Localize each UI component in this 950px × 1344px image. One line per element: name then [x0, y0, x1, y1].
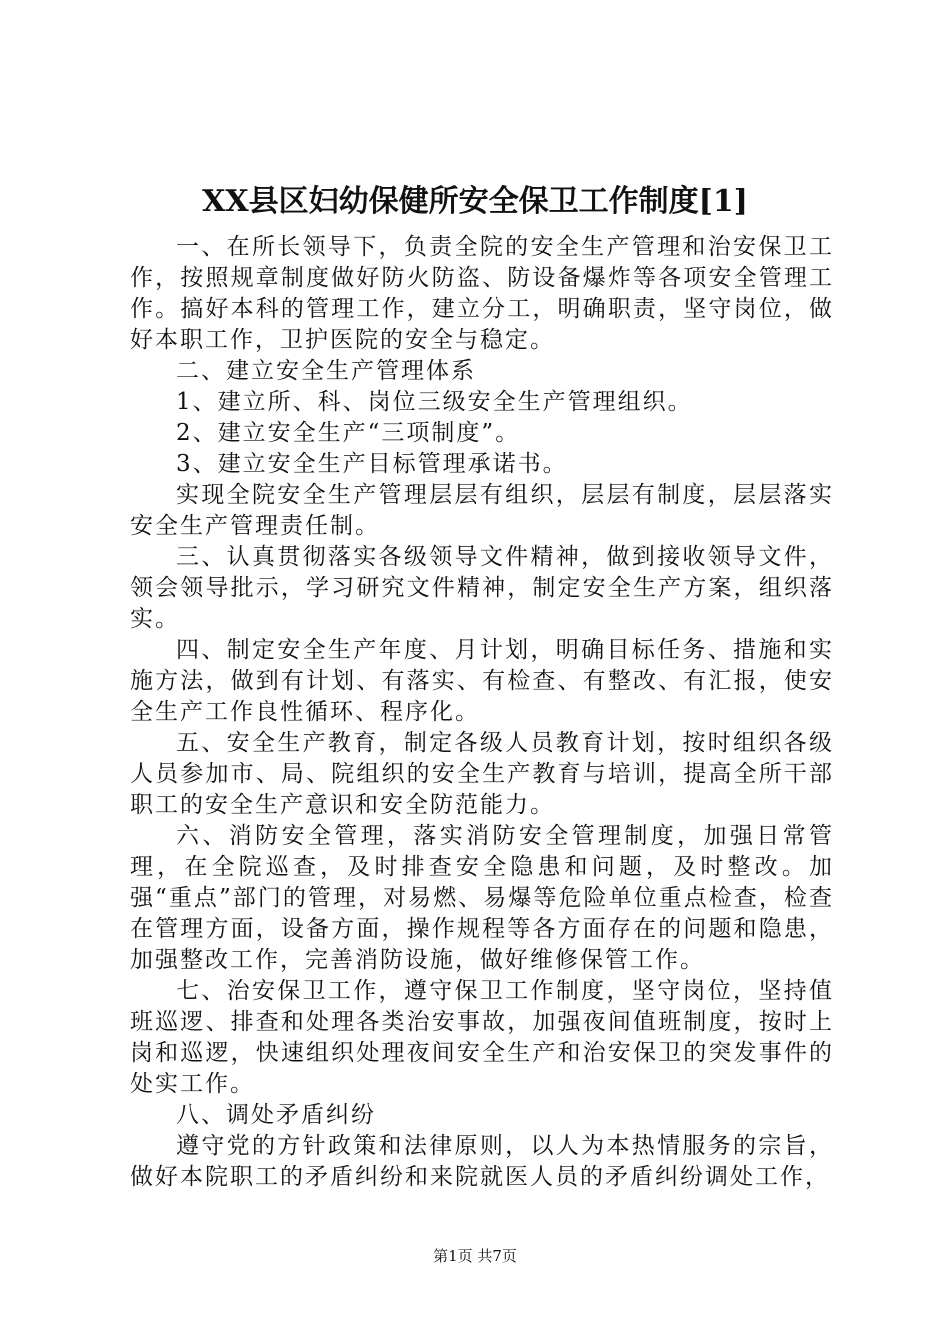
paragraph-4: 2、建立安全生产“三项制度”。: [176, 420, 521, 446]
paragraph-7: 三、认真贯彻落实各级领导文件精神，做到接收领导文件，领会领导批示，学习研究文件精神，制定安全生产方案，组织落实。: [130, 544, 834, 632]
paragraph-10: 六、消防安全管理，落实消防安全管理制度，加强日常管理，在全院巡查，及时排查安全隐患和问题，及时整改。加强“重点”部门的管理，对易燃、易爆等危险单位重点检查，检查在管理方面，设备方面，操作规程等各方面存在的问题和隐患，加强整改工作，完善消防设施，做好维修保管工作。: [130, 823, 834, 973]
paragraph-13: 遵守党的方针政策和法律原则，以人为本热情服务的宗旨，做好本院职工的矛盾纠纷和来院就医人员的矛盾纠纷调处工作，: [130, 1133, 834, 1190]
paragraph-12: 八、调处矛盾纠纷: [176, 1102, 376, 1128]
document-title: XX县区妇幼保健所安全保卫工作制度[1]: [202, 184, 748, 219]
paragraph-1: 一、在所长领导下，负责全院的安全生产管理和治安保卫工作，按照规章制度做好防火防盗、防设备爆炸等各项安全管理工作。搞好本科的管理工作，建立分工，明确职责，坚守岗位，做好本职工作，卫护医院的安全与稳定。: [130, 234, 834, 353]
paragraph-11: 七、治安保卫工作，遵守保卫工作制度，坚守岗位，坚持值班巡逻、排查和处理各类治安事故，加强夜间值班制度，按时上岗和巡逻，快速组织处理夜间安全生产和治安保卫的突发事件的处实工作。: [130, 978, 834, 1097]
page-footer: 第1页 共7页: [433, 1247, 517, 1265]
paragraph-2: 二、建立安全生产管理体系: [176, 358, 476, 384]
paragraph-6: 实现全院安全生产管理层层有组织，层层有制度，层层落实安全生产管理责任制。: [130, 482, 834, 539]
paragraph-3: 1、建立所、科、岗位三级安全生产管理组织。: [176, 389, 693, 415]
document-body: [130, 232, 834, 1193]
paragraph-5: 3、建立安全生产目标管理承诺书。: [176, 451, 568, 477]
paragraph-9: 五、安全生产教育，制定各级人员教育计划，按时组织各级人员参加市、局、院组织的安全生产教育与培训，提高全所干部职工的安全生产意识和安全防范能力。: [130, 730, 834, 818]
paragraph-8: 四、制定安全生产年度、月计划，明确目标任务、措施和实施方法，做到有计划、有落实、有检查、有整改、有汇报，使安全生产工作良性循环、程序化。: [130, 637, 834, 725]
